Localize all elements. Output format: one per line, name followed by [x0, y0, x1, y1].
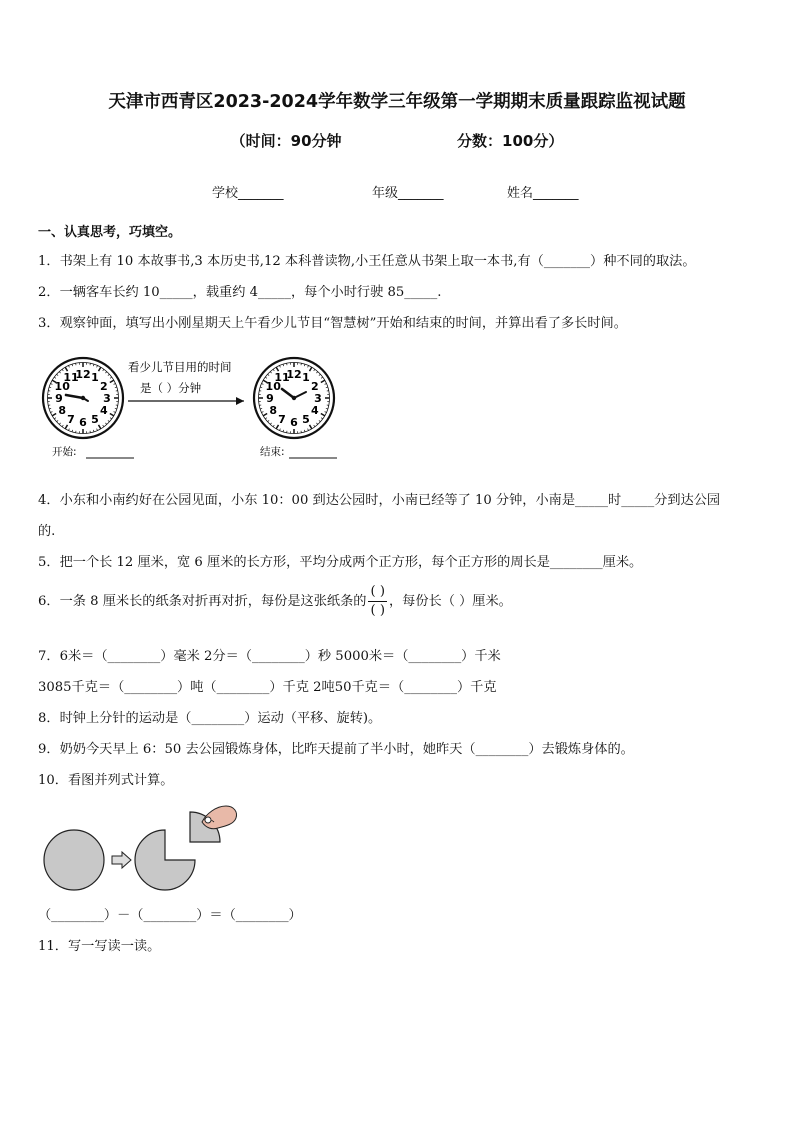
grade-field[interactable]: 年级_______: [372, 186, 444, 201]
clock-number: 4: [99, 404, 108, 417]
three-quarter-circle: [135, 830, 195, 890]
clock-number: 6: [290, 416, 298, 429]
full-circle: [44, 830, 104, 890]
clock-number: 1: [91, 371, 99, 385]
end-clock: [254, 358, 334, 438]
arrow-head-icon: [236, 397, 244, 405]
clock-label-mid: 是（ ）分钟: [140, 381, 202, 395]
question-4: 4．小东和小南约好在公园见面，小东 10：00 到达公园时，小南已经等了 10 分钟，小南是_____时_____分到达公园: [38, 493, 721, 508]
hand-icon: [202, 806, 237, 829]
clock-figure: [36, 355, 346, 465]
fraction-denominator[interactable]: ( ): [370, 603, 385, 618]
question-11: 11．写一写读一读。: [38, 939, 161, 954]
fraction-numerator[interactable]: ( ): [368, 583, 386, 602]
question-8: 8．时钟上分针的运动是（________）运动（平移、旋转)。: [38, 711, 382, 726]
clock-number: 7: [278, 412, 286, 426]
clock-number: 10: [265, 380, 281, 393]
clock-number: 3: [103, 392, 111, 405]
school-field[interactable]: 学校_______: [212, 186, 284, 201]
clock-number: 10: [54, 380, 70, 393]
clock-number: 3: [314, 392, 322, 405]
clock-number: 4: [310, 404, 319, 417]
clock-number: 11: [63, 371, 79, 385]
clock-number: 1: [302, 371, 310, 385]
clock-number: 9: [266, 392, 274, 405]
clock-number: 12: [286, 368, 302, 381]
section-heading: 一、认真思考，巧填空。: [38, 225, 182, 240]
clock-number: 2: [99, 380, 108, 393]
clock-number: 5: [91, 412, 99, 426]
question-1: 1．书架上有 10 本故事书,3 本历史书,12 本科普读物,小王任意从书架上取一本书,有（_______）种不同的取法。: [38, 254, 696, 269]
clock-label-top: 看少儿节目用的时间: [128, 360, 232, 374]
end-label: 结束:: [260, 446, 285, 458]
clock-number: 11: [274, 371, 290, 385]
start-clock: [43, 358, 123, 438]
clock-number: 2: [310, 380, 319, 393]
question-2: 2．一辆客车长约 10_____，载重约 4_____，每个小时行驶 85_____.: [38, 285, 442, 300]
question-6-tail: ，每份长（ ）厘米。: [388, 594, 512, 609]
question-6: [38, 583, 512, 620]
exam-subtitle: [0, 130, 794, 151]
question-3: 3．观察钟面，填写出小刚星期天上午看少儿节目“智慧树”开始和结束的时间，并算出看了多长时间。: [38, 316, 627, 331]
question-4-cont: 的.: [38, 524, 56, 539]
start-label: 开始:: [52, 446, 77, 458]
clock-number: 7: [67, 412, 75, 426]
name-field[interactable]: 姓名_______: [507, 186, 579, 201]
exam-time: （时间：90分钟: [230, 132, 342, 150]
question-10: 10．看图并列式计算。: [38, 773, 174, 788]
question-7-cont: 3085千克＝（________）吨（________）千克 2吨50千克＝（________）千克: [38, 680, 497, 695]
question-7: 7．6米＝（________）毫米 2分＝（________）秒 5000米＝（________）千米: [38, 649, 501, 664]
question-6-text: 6．一条 8 厘米长的纸条对折再对折，每份是这张纸条的: [38, 594, 367, 609]
question-10-equation[interactable]: （________）－（________）＝（________）: [38, 908, 302, 923]
question-9: 9．奶奶今天早上 6：50 去公园锻炼身体，比昨天提前了半小时，她昨天（________）去锻炼身体的。: [38, 742, 634, 757]
question-5: 5．把一个长 12 厘米，宽 6 厘米的长方形，平均分成两个正方形，每个正方形的周长是________厘米。: [38, 555, 643, 570]
clock-number: 6: [79, 416, 87, 429]
exam-score: 分数：100分）: [457, 132, 564, 150]
clock-number: 12: [75, 368, 91, 381]
clock-number: 8: [269, 404, 278, 417]
clock-number: 9: [55, 392, 63, 405]
exam-title: 天津市西青区2023-2024学年数学三年级第一学期期末质量跟踪监视试题: [108, 92, 686, 112]
clock-number: 8: [58, 404, 67, 417]
clock-number: 5: [302, 412, 310, 426]
arrow-right-icon: [112, 852, 131, 868]
circle-figure: [40, 800, 260, 896]
fraction: [368, 583, 386, 620]
